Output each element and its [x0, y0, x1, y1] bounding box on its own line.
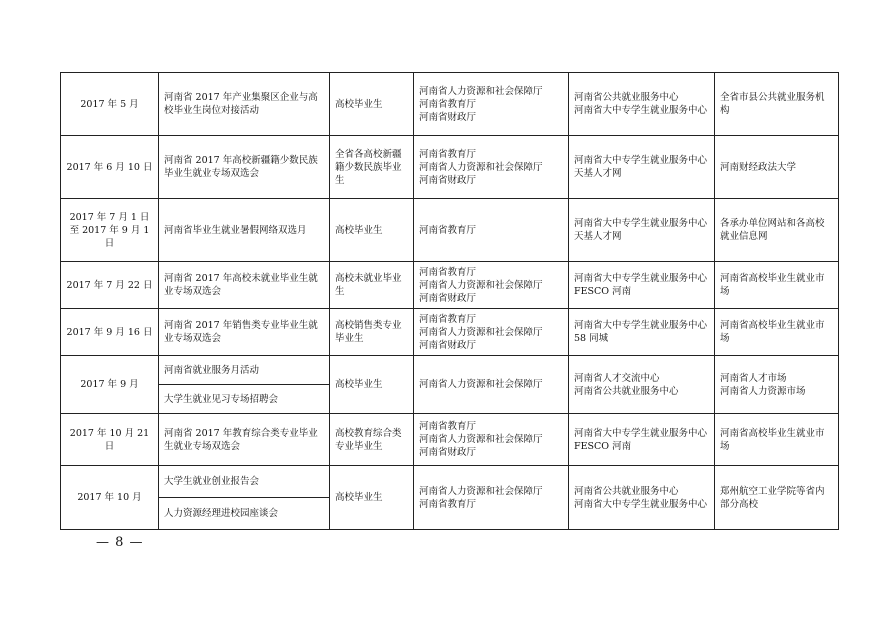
venue-cell: 河南省高校毕业生就业市场 [715, 262, 839, 309]
target-cell: 高校毕业生 [330, 199, 414, 262]
table-row [61, 73, 839, 136]
host: FESCO 河南 [574, 286, 632, 297]
host: 河南省大中专学生就业服务中心 [574, 155, 708, 166]
host: 58 同城 [574, 333, 609, 344]
host: 河南省大中专学生就业服务中心 [574, 273, 708, 284]
organizer-cell [414, 262, 569, 309]
date-cell: 2017 年 9 月 [61, 356, 159, 414]
date-cell: 2017 年 10 月 21 日 [61, 414, 159, 466]
host-cell [569, 466, 715, 530]
host: 河南省公共就业服务中心 [574, 92, 679, 103]
event-cell: 河南省毕业生就业暑假网络双选月 [159, 199, 330, 262]
organizer: 河南省财政厅 [419, 292, 477, 304]
venue: 河南省人才市场 [720, 372, 787, 384]
host-cell [569, 262, 715, 309]
host-cell [569, 414, 715, 466]
host-cell [569, 136, 715, 199]
target-cell: 高校未就业毕业生 [330, 262, 414, 309]
organizer: 河南省教育厅 [419, 498, 477, 510]
event-cell: 河南省就业服务月活动 [159, 356, 330, 385]
organizer: 河南省教育厅 [419, 421, 477, 432]
organizer: 河南省教育厅 [419, 224, 477, 236]
venue-cell: 河南财经政法大学 [715, 136, 839, 199]
organizer-cell [414, 309, 569, 356]
event-cell: 河南省 2017 年高校新疆籍少数民族毕业生就业专场双选会 [159, 136, 330, 199]
event-cell: 河南省 2017 年高校未就业毕业生就业专场双选会 [159, 262, 330, 309]
organizer: 河南省人力资源和社会保障厅 [419, 434, 543, 445]
organizer-cell [414, 136, 569, 199]
organizer: 河南省教育厅 [419, 266, 477, 278]
host: 河南省大中专学生就业服务中心 [574, 218, 708, 229]
host: 河南省公共就业服务中心 [574, 385, 679, 397]
page-number: — 8 — [96, 535, 144, 550]
table-row [61, 136, 839, 199]
host: 河南省公共就业服务中心 [574, 485, 679, 497]
venue-cell: 全省市县公共就业服务机构 [715, 73, 839, 136]
venue-cell: 郑州航空工业学院等省内部分高校 [715, 466, 839, 530]
date-cell: 2017 年 6 月 10 日 [61, 136, 159, 199]
organizer-cell [414, 199, 569, 262]
host: FESCO 河南 [574, 440, 632, 452]
organizer-cell [414, 356, 569, 414]
target-cell: 高校毕业生 [330, 356, 414, 414]
organizer: 河南省教育厅 [419, 148, 477, 160]
organizer: 河南省教育厅 [419, 313, 477, 325]
event-cell: 河南省 2017 年教育综合类专业毕业生就业专场双选会 [159, 414, 330, 466]
venue-cell: 各承办单位网站和各高校就业信息网 [715, 199, 839, 262]
venue: 河南省人力资源市场 [720, 385, 806, 397]
table-row [61, 466, 839, 498]
target-cell: 高校教育综合类专业毕业生 [330, 414, 414, 466]
organizer-cell [414, 466, 569, 530]
event-cell: 大学生就业创业报告会 [159, 466, 330, 498]
event-cell: 河南省 2017 年销售类专业毕业生就业专场双选会 [159, 309, 330, 356]
activity-schedule-table [60, 72, 839, 530]
date-cell: 2017 年 7 月 1 日至 2017 年 9 月 1 日 [61, 199, 159, 262]
host-cell [569, 199, 715, 262]
organizer: 河南省人力资源和社会保障厅 [419, 161, 543, 173]
venue-cell [715, 356, 839, 414]
host-cell [569, 356, 715, 414]
table-row [61, 309, 839, 356]
target-cell: 高校销售类专业毕业生 [330, 309, 414, 356]
table-row [61, 414, 839, 466]
organizer: 河南省人力资源和社会保障厅 [419, 379, 543, 390]
date-cell: 2017 年 9 月 16 日 [61, 309, 159, 356]
date-cell: 2017 年 5 月 [61, 73, 159, 136]
table-row [61, 199, 839, 262]
host: 河南省大中专学生就业服务中心 [574, 320, 708, 331]
table-row [61, 262, 839, 309]
venue-cell: 河南省高校毕业生就业市场 [715, 414, 839, 466]
organizer-cell [414, 73, 569, 136]
organizer: 河南省人力资源和社会保障厅 [419, 485, 543, 497]
target-cell: 全省各高校新疆籍少数民族毕业生 [330, 136, 414, 199]
organizer-cell [414, 414, 569, 466]
organizer: 河南省人力资源和社会保障厅 [419, 85, 543, 97]
organizer: 河南省财政厅 [419, 111, 477, 123]
organizer: 河南省人力资源和社会保障厅 [419, 326, 543, 338]
organizer: 河南省人力资源和社会保障厅 [419, 279, 543, 291]
host-cell [569, 309, 715, 356]
host: 河南省大中专学生就业服务中心 [574, 427, 708, 439]
organizer: 河南省财政厅 [419, 339, 477, 351]
host: 河南省人才交流中心 [574, 372, 660, 384]
organizer: 河南省财政厅 [419, 174, 477, 186]
event-cell: 人力资源经理进校园座谈会 [159, 498, 330, 530]
target-cell: 高校毕业生 [330, 466, 414, 530]
target-cell: 高校毕业生 [330, 73, 414, 136]
event-cell: 河南省 2017 年产业集聚区企业与高校毕业生岗位对接活动 [159, 73, 330, 136]
date-cell: 2017 年 7 月 22 日 [61, 262, 159, 309]
table-row [61, 356, 839, 385]
host-cell [569, 73, 715, 136]
host: 河南省大中专学生就业服务中心 [574, 105, 708, 116]
host: 天基人才网 [574, 168, 622, 179]
venue-cell: 河南省高校毕业生就业市场 [715, 309, 839, 356]
date-cell: 2017 年 10 月 [61, 466, 159, 530]
host: 天基人才网 [574, 231, 622, 242]
organizer: 河南省财政厅 [419, 447, 477, 458]
event-cell: 大学生就业见习专场招聘会 [159, 385, 330, 414]
organizer: 河南省教育厅 [419, 98, 477, 110]
host: 河南省大中专学生就业服务中心 [574, 498, 708, 510]
